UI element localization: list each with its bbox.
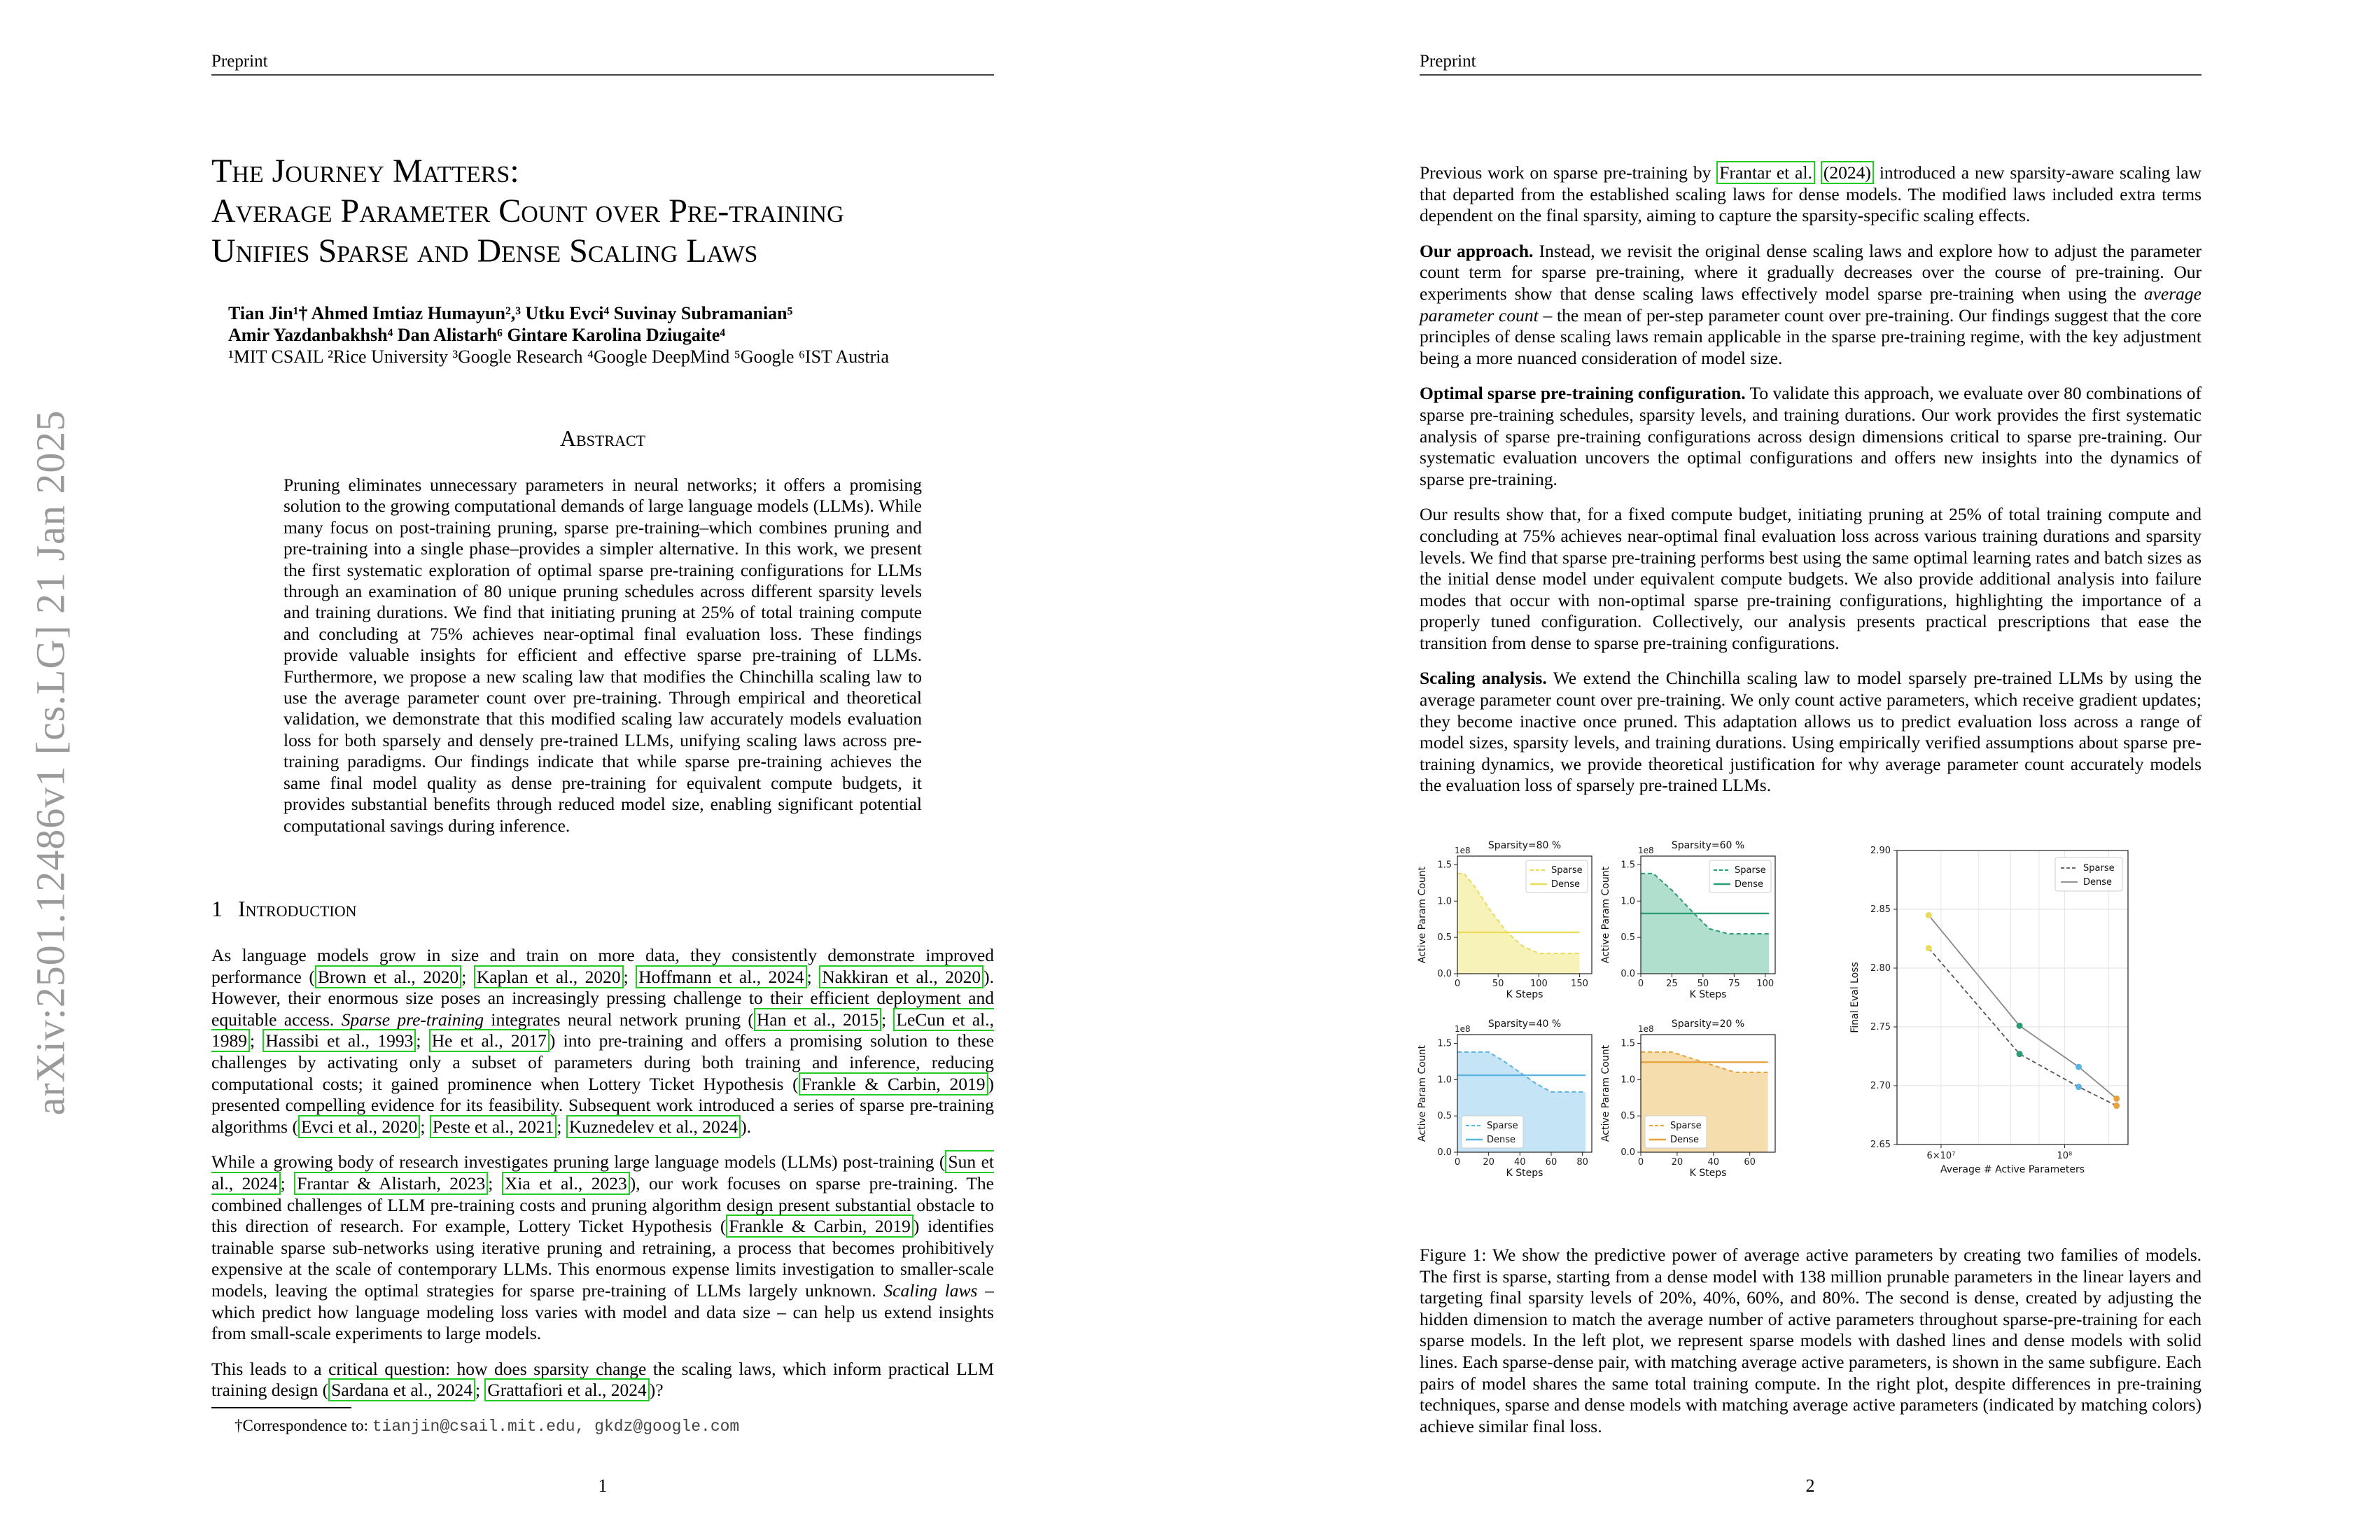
y-tick-label: 0.5 [1437,932,1452,944]
y-tick-label: 0.0 [1437,969,1452,979]
x-axis-label: K Steps [1689,989,1727,1000]
x-tick-label: 150 [1571,979,1588,989]
x-axis-label: K Steps [1506,989,1544,1000]
y-scale-label: 1e8 [1638,1024,1654,1034]
data-point [1926,945,1932,951]
y-tick-label: 1.5 [1620,1038,1635,1049]
running-header: Preprint [1420,52,1476,71]
citation-link[interactable]: Evci et al., 2020 [298,1115,420,1138]
chart-title: Sparsity=80 % [1488,840,1562,851]
section-number: 1 [211,896,223,921]
footnote: †Correspondence to: tianjin@csail.mit.edu, gkdz@google.com [234,1417,740,1436]
chart-sparsity-60 [1597,836,1786,1004]
citation-link[interactable]: Frantar et al. [1716,161,1815,184]
page-number: 2 [1805,1476,1815,1496]
figure-1 [1414,836,2205,1186]
chart-loss-vs-params [1841,836,2142,1186]
x-tick-label: 20 [1671,1157,1684,1168]
chart-title: Sparsity=60 % [1671,840,1745,851]
data-point [2113,1096,2120,1102]
y-tick-label: 2.90 [1870,846,1891,856]
y-axis-label: Active Param Count [1417,866,1428,964]
paragraph-heading: Scaling analysis. [1420,668,1547,689]
x-tick-label: 0 [1454,979,1461,989]
x-tick-label: 100 [1756,979,1774,989]
x-tick-label: 20 [1483,1157,1494,1168]
x-tick-label: 100 [1530,979,1548,989]
x-tick-label: 6×10⁷ [1926,1151,1956,1161]
citation-link[interactable]: Grattafiori et al., 2024 [484,1378,649,1401]
paragraph: Previous work on sparse pre-training by Frantar et al. (2024) introduced a new sparsity-aware scaling law that departed from the established scaling laws for dense models. The modified laws included extra terms dependent on the final sparsity, aiming to capture the sparsity-specific scaling effects. [1420,162,2202,226]
x-axis-label: Average # Active Parameters [1940,1164,2085,1175]
x-tick-label: 50 [1492,979,1504,989]
y-tick-label: 2.80 [1870,963,1891,974]
header-rule [211,74,994,76]
y-scale-label: 1e8 [1455,1024,1471,1034]
page-2 [1190,0,2380,1540]
x-axis-label: K Steps [1689,1168,1727,1179]
citation-link[interactable]: Brown et al., 2020 [315,965,461,988]
data-point [2076,1064,2082,1070]
citation-link[interactable]: (2024) [1821,161,1874,184]
paragraph-heading: Optimal sparse pre-training configuration. [1420,383,1746,404]
legend-label-sparse: Sparse [1487,1121,1518,1131]
x-axis-label: K Steps [1506,1168,1544,1179]
paragraph: Scaling analysis. We extend the Chinchilla scaling law to model sparsely pre-trained LLMs by using the average parameter count over pre-training. We only count active parameters, which receive gradient updates; they become inactive once pruned. This adaptation allows us to predict evaluation loss across a range of model sizes, sparsity levels, and training durations. Using empirically verified assumptions about sparse pre-training dynamics, we provide theoretical justification for why average parameter count accurately models the evaluation loss of sparsely pre-trained LLMs. [1420,668,2202,796]
data-point [2113,1102,2120,1109]
legend-label-sparse: Sparse [2083,863,2115,874]
y-tick-label: 0.5 [1620,932,1635,944]
data-point [2017,1023,2023,1029]
footnote-rule [211,1407,351,1408]
y-tick-label: 1.5 [1437,1038,1452,1049]
x-tick-label: 80 [1576,1157,1588,1168]
y-axis-label: Final Eval Loss [1849,962,1861,1033]
page2-body [1420,162,2202,811]
citation-link[interactable]: Kuznedelev et al., 2024 [566,1115,741,1138]
x-tick-label: 50 [1697,979,1709,989]
title-line: Unifies Sparse and Dense Scaling Laws [211,232,758,270]
citation-link[interactable]: Nakkiran et al., 2020 [819,965,983,988]
abstract-text: Pruning eliminates unnecessary parameters in neural networks; it offers a promising solution to the growing computational demands of large language models (LLMs). While many focus on post-training pruning, sparse pre-training–which combines pruning and pre-training into a single phase–provides a simpler alternative. In this work, we present the first systematic exploration of optimal sparse pre-training configurations for LLMs through an examination of 80 unique pruning schedules across different sparsity levels and training durations. We find that initiating pruning at 25% of total training compute and concluding at 75% achieves near-optimal final evaluation loss. These findings provide valuable insights for efficient and effective sparse pre-training of LLMs. Furthermore, we propose a new scaling law that modifies the Chinchilla scaling law to use the average parameter count over pre-training. Through empirical and theoretical validation, we demonstrate that this modified scaling law accurately models evaluation loss for both sparsely and densely pre-trained LLMs, unifying scaling laws across pre-training paradigms. Our findings indicate that while sparse pre-training achieves the same final model quality as dense pre-training for equivalent compute budgets, it provides substantial benefits through reduced model size, enabling significant potential computational savings during inference. [284,475,922,836]
paper-title [211,151,1016,271]
y-tick-label: 2.85 [1870,904,1891,915]
y-scale-label: 1e8 [1638,846,1654,855]
y-tick-label: 1.0 [1620,896,1635,907]
abstract-heading: Abstract [559,426,646,451]
y-tick-label: 1.0 [1437,896,1452,907]
citation-link[interactable]: Peste et al., 2021 [430,1115,557,1138]
title-line: Average Parameter Count over Pre-training [211,192,844,230]
x-tick-label: 0 [1637,1157,1644,1168]
data-point [2017,1051,2023,1057]
legend-label-dense: Dense [1735,879,1764,890]
x-tick-label: 0 [1454,1157,1461,1168]
author-block [228,302,998,368]
correspondence-email[interactable]: tianjin@csail.mit.edu, gkdz@google.com [372,1418,740,1436]
paragraph: This leads to a critical question: how does sparsity change the scaling laws, which inform practical LLM training design ( Sardana et al., 2024 ; Grattafiori et al., 2024 )? [211,1358,994,1401]
chart-sparsity-80 [1414,836,1603,1004]
section-title: Introduction [238,896,357,921]
paragraph: As language models grow in size and train on more data, they consistently demonstrate improved performance ( Brown et al., 2020 ; Kaplan et al., 2020 ; Hoffmann et al., 2024 ; Nakkiran et al., 2020 ). However, their enormous size poses an increasingly pressing challenge to their efficient deployment and equitable access. Sparse pre-training integrates neural network pruning ( Han et al., 2015 ; LeCun et al., 1989 ; Hassibi et al., 1993 ; He et al., 2017 ) into pre-training and offers a promising solution to these challenges by activating only a subset of parameters during both training and inference, reducing computational costs; it gained prominence when Lottery Ticket Hypothesis ( Frankle & Carbin, 2019 ) presented compelling evidence for its feasibility. Subsequent work introduced a series of sparse pre-training algorithms ( Evci et al., 2020 ; Peste et al., 2021 ; Kuznedelev et al., 2024 ). [211,945,995,1137]
x-tick-label: 40 [1514,1157,1526,1168]
legend-label-dense: Dense [2083,877,2113,888]
citation-link[interactable]: Frantar & Alistarh, 2023 [294,1172,488,1195]
citation-link[interactable]: Frankle & Carbin, 2019 [726,1214,913,1238]
running-header: Preprint [211,52,268,71]
citation-link[interactable]: He et al., 2017 [429,1029,550,1052]
affiliations: ¹MIT CSAIL ²Rice University ³Google Research ⁴Google DeepMind ⁵Google ⁶IST Austria [228,346,890,367]
intro-body [211,945,994,1415]
y-axis-label: Active Param Count [1417,1044,1428,1142]
y-tick-label: 1.0 [1620,1074,1635,1086]
y-scale-label: 1e8 [1455,846,1471,855]
x-tick-label: 0 [1637,979,1644,989]
dense-line [1928,915,2116,1098]
y-tick-label: 1.5 [1437,860,1452,871]
x-tick-label: 40 [1707,1157,1720,1168]
chart-sparsity-40 [1414,1015,1603,1183]
legend-label-sparse: Sparse [1735,865,1766,876]
chart-title: Sparsity=40 % [1488,1018,1562,1030]
y-tick-label: 2.65 [1870,1140,1891,1150]
citation-link[interactable]: Han et al., 2015 [754,1008,881,1031]
plot-frame [1897,850,2128,1144]
title-line: The Journey Matters: [211,153,519,190]
y-tick-label: 1.0 [1437,1074,1452,1086]
y-tick-label: 0.0 [1620,969,1635,979]
y-tick-label: 0.0 [1620,1147,1635,1158]
figure-caption: Figure 1: We show the predictive power of average active parameters by creating two families of models. The first is sparse, starting from a dense model with 138 million prunable parameters in the linear layers and targeting final sparsity levels of 20%, 40%, 60%, and 80%. The second is dense, created by adjusting the hidden dimension to match the average number of active parameters throughout sparse-pre-training for each sparse models. In the left plot, we represent sparse models with dashed lines and dense models with solid lines. Each sparse-dense pair, with matching average active parameters, is shown in the same subfigure. Each pairs of model shares the same total training compute. In the right plot, despite differences in pre-training techniques, sparse and dense models with matching average active parameters (indicated by matching colors) achieve similar final loss. [1420,1245,2202,1436]
citation-link[interactable]: Kaplan et al., 2020 [474,965,624,988]
paragraph: While a growing body of research investigates pruning large language models (LLMs) post-training ( Sun et al., 2024 ; Frantar & Alistarh, 2023 ; Xia et al., 2023 ), our work focuses on sparse pre-training. The combined challenges of LLM pre-training costs and pruning algorithm design present substantial obstacle to this direction of research. For example, Lottery Ticket Hypothesis ( Frankle & Carbin, 2019 ) identifies trainable sparse sub-networks using iterative pruning and retraining, a process that becomes prohibitively expensive at the scale of contemporary LLMs. This enormous expense limits investigation to smaller-scale models, leaving the optimal strategies for sparse pre-training of LLMs largely unknown. Scaling laws – which predict how language modeling loss varies with model and data size – can help us extend insights from small-scale experiments to large models. [211,1152,995,1344]
data-point [2076,1084,2082,1090]
section-heading [211,896,357,922]
x-tick-label: 60 [1744,1157,1756,1168]
y-tick-label: 1.5 [1620,860,1635,871]
y-tick-label: 2.75 [1870,1022,1891,1032]
authors-line: Tian Jin¹† Ahmed Imtiaz Humayun²,³ Utku Evci⁴ Suvinay Subramanian⁵ [228,303,793,323]
citation-link[interactable]: Frankle & Carbin, 2019 [799,1072,988,1096]
citation-link[interactable]: Hoffmann et al., 2024 [636,965,806,988]
paragraph: Our results show that, for a fixed compute budget, initiating pruning at 25% of total training compute and concluding at 75% achieves near-optimal final evaluation loss across various training durations and sparsity levels. We find that sparse pre-training performs best using the same optimal learning rates and batch sizes as the initial dense model under equivalent compute budgets. We also provide additional analysis into failure modes that occur with non-optimal sparse pre-training configurations, highlighting the importance of a properly tuned configuration. Collectively, our analysis presents practical prescriptions that ease the transition from dense to sparse pre-training configurations. [1420,504,2202,653]
legend-label-sparse: Sparse [1670,1121,1702,1131]
x-tick-label: 25 [1666,979,1678,989]
x-tick-label: 75 [1728,979,1740,989]
page-number: 1 [598,1476,608,1496]
paragraph: Our approach. Instead, we revisit the original dense scaling laws and explore how to adjust the parameter count term for sparse pre-training, where it gradually decreases over the course of pre-training. Our experiments show that dense scaling laws effectively model sparse pre-training when using the average parameter count – the mean of per-step parameter count over pre-training. Our findings suggest that the core principles of dense scaling laws remain applicable in the sparse pre-training regime, with the key adjustment being a more nuanced consideration of model size. [1420,240,2202,368]
y-axis-label: Active Param Count [1600,866,1611,964]
x-tick-label: 60 [1545,1157,1558,1168]
chart-sparsity-20 [1597,1015,1786,1183]
paragraph-heading: Our approach. [1420,240,1534,261]
citation-link[interactable]: Sardana et al., 2024 [328,1378,475,1401]
y-tick-label: 0.5 [1620,1111,1635,1122]
y-tick-label: 0.5 [1437,1111,1452,1122]
citation-link[interactable]: Hassibi et al., 1993 [262,1029,416,1052]
legend-label-sparse: Sparse [1551,865,1583,876]
header-rule [1420,74,2202,76]
y-tick-label: 2.70 [1870,1081,1891,1091]
paragraph: Optimal sparse pre-training configuration. To validate this approach, we evaluate over 80 combinations of sparse pre-training schedules, sparsity levels, and training durations. Our work provides the first systematic analysis of sparse pre-training configurations across design dimensions critical to sparse pre-training. Our systematic evaluation uncovers the optimal configurations and offers new insights into the dynamics of sparse pre-training. [1420,383,2202,489]
legend-label-dense: Dense [1551,879,1581,890]
y-tick-label: 0.0 [1437,1147,1452,1158]
legend-label-dense: Dense [1670,1135,1700,1145]
citation-link[interactable]: Xia et al., 2023 [502,1172,630,1195]
x-tick-label: 10⁸ [2057,1151,2073,1161]
arxiv-watermark: arXiv:2501.12486v1 [cs.LG] 21 Jan 2025 [27,410,74,1116]
legend-label-dense: Dense [1487,1135,1516,1145]
authors-line: Amir Yazdanbakhsh⁴ Dan Alistarh⁶ Gintare Karolina Dziugaite⁴ [228,325,726,345]
citation-link[interactable]: LeCun et al., 1989 [211,1009,995,1051]
y-axis-label: Active Param Count [1600,1044,1611,1142]
chart-title: Sparsity=20 % [1671,1018,1745,1030]
data-point [1926,912,1932,918]
citation-link[interactable]: Sun et al., 2024 [211,1152,994,1194]
